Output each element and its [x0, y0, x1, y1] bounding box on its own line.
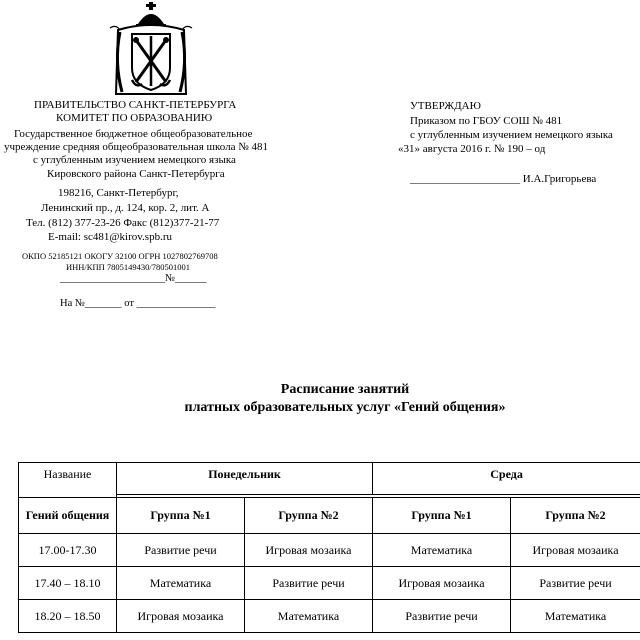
outgoing-number-line: ____________________№______ — [60, 273, 207, 284]
day-header-wednesday: Среда — [373, 463, 640, 495]
institution-line-1: Государственное бюджетное общеобразовательное — [14, 128, 253, 140]
time-slot: 17.40 – 18.10 — [19, 567, 117, 600]
group-header-row — [19, 498, 640, 534]
column-name-header: Название — [19, 463, 117, 498]
lesson-cell: Игровая мозаика — [511, 534, 640, 567]
time-slot: 17.00-17.30 — [19, 534, 117, 567]
group-header: Группа №2 — [245, 498, 373, 534]
group-header: Группа №2 — [511, 498, 640, 534]
lesson-cell: Математика — [511, 600, 640, 633]
email: E-mail: sc481@kirov.spb.ru — [48, 231, 172, 243]
table-row — [19, 534, 640, 567]
day-header-monday: Понедельник — [117, 463, 373, 495]
table-header-row — [19, 463, 640, 495]
institution-line-4: Кировского района Санкт-Петербурга — [47, 168, 225, 180]
committee-name: КОМИТЕТ ПО ОБРАЗОВАНИЮ — [56, 112, 213, 124]
lesson-cell: Игровая мозаика — [245, 534, 373, 567]
order-line-2: с углубленным изучением немецкого языка — [410, 129, 613, 141]
institution-line-2: учреждение средняя общеобразовательная школа № 481 — [4, 141, 268, 153]
lesson-cell: Развитие речи — [373, 600, 511, 633]
lesson-cell: Развитие речи — [245, 567, 373, 600]
schedule-table — [18, 462, 640, 633]
inn-kpp: ИНН/КПП 7805149430/780501001 — [66, 262, 190, 272]
lesson-cell: Математика — [245, 600, 373, 633]
government-name: ПРАВИТЕЛЬСТВО САНКТ-ПЕТЕРБУРГА — [34, 99, 237, 111]
phone-fax: Тел. (812) 377-23-26 Факс (812)377-21-77 — [26, 217, 220, 229]
lesson-cell: Математика — [117, 567, 245, 600]
table-row — [19, 600, 640, 633]
institution-line-3: с углубленным изучением немецкого языка — [33, 154, 236, 166]
group-header: Группа №1 — [117, 498, 245, 534]
address-line-2: Ленинский пр., д. 124, кор. 2, лит. А — [41, 202, 210, 214]
table-row — [19, 567, 640, 600]
lesson-cell: Развитие речи — [511, 567, 640, 600]
approval-heading: УТВЕРЖДАЮ — [410, 100, 481, 112]
lesson-cell: Игровая мозаика — [117, 600, 245, 633]
document-subtitle: платных образовательных услуг «Гений общения» — [184, 400, 506, 415]
address-line-1: 198216, Санкт-Петербург, — [58, 187, 179, 199]
time-slot: 18.20 – 18.50 — [19, 600, 117, 633]
lesson-cell: Математика — [373, 534, 511, 567]
group-header: Группа №1 — [373, 498, 511, 534]
incoming-reference-line: На №_______ от _______________ — [60, 298, 216, 309]
registry-codes: ОКПО 52185121 ОКОГУ 32100 ОГРН 1027802769708 — [22, 251, 218, 261]
lesson-cell: Развитие речи — [117, 534, 245, 567]
order-line-1: Приказом по ГБОУ СОШ № 481 — [410, 115, 563, 127]
coat-of-arms-emblem — [108, 2, 194, 98]
lesson-cell: Игровая мозаика — [373, 567, 511, 600]
signature-line: ____________________ И.А.Григорьева — [410, 173, 597, 185]
order-date-number: «31» августа 2016 г. № 190 – од — [398, 143, 546, 155]
document-title: Расписание занятий — [280, 382, 410, 397]
course-name: Гений общения — [19, 498, 117, 534]
